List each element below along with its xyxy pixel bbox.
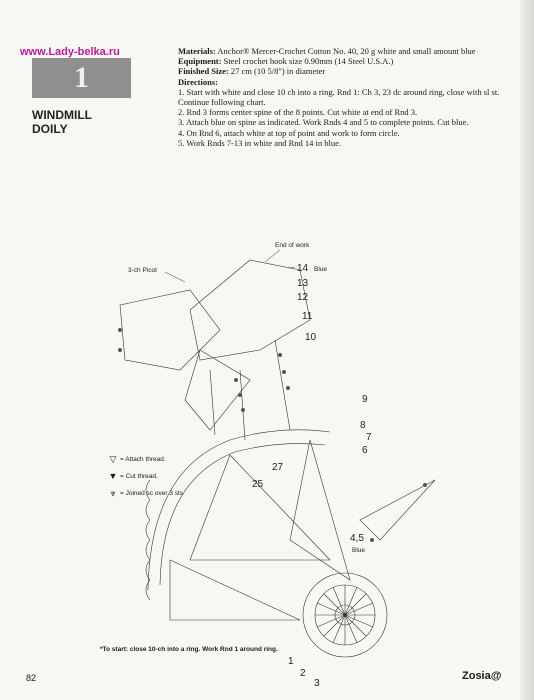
round-1-label: 1 (288, 656, 294, 667)
cut-thread-icon: ▼ (108, 471, 118, 481)
picot-label: 3-ch Picot (128, 267, 157, 274)
picot-dot (278, 353, 282, 357)
legend-joined-text: = Joined sc over 3 sts (120, 489, 184, 497)
round-8-label: 8 (360, 420, 366, 431)
picot-dot (286, 386, 290, 390)
legend-cut-text: = Cut thread. (120, 472, 158, 480)
pattern-title-line2: DOILY (32, 122, 68, 136)
blue-top-label: Blue (314, 266, 328, 273)
picot-dot (118, 328, 122, 332)
materials-text: Anchor® Mercer-Crochet Cotton No. 40, 20 g white and small amount blue (215, 46, 476, 56)
picot-dot (234, 378, 238, 382)
windmill-top-outline (190, 260, 310, 360)
round-2-label: 2 (300, 668, 306, 679)
finished-size-label: Finished Size: (178, 66, 229, 77)
directions-heading: Directions: (178, 76, 218, 87)
center-spokes (315, 585, 375, 645)
watermark-url: www.Lady-belka.ru (20, 46, 120, 58)
direction-step: 5. Work Rnds 7-13 in white and Rnd 14 in blue. (178, 137, 342, 148)
round-14-label: 14 (297, 263, 309, 274)
materials-label: Materials: (178, 46, 216, 56)
round-27-label: 27 (272, 462, 284, 473)
legend-attach-text: = Attach thread. (120, 455, 166, 463)
point-wedge (190, 455, 330, 560)
pattern-number: 1 (74, 61, 89, 94)
equipment-text: Steel crochet hook size 0.90mm (14 Steel U.S.A.) (221, 56, 394, 67)
chart-legend (106, 452, 183, 503)
picot-dot (238, 393, 242, 397)
direction-step: 4. On Rnd 6, attach white at top of point and work to form circle. (178, 127, 400, 138)
picot-dot (118, 348, 122, 352)
round-6-label: 6 (362, 445, 368, 456)
finished-size-text: 27 cm (10 5/8") in diameter (228, 66, 326, 77)
round-14-pointer (288, 267, 295, 268)
direction-step: 2. Rnd 3 forms center spine of the 8 points. Cut white at end of Rnd 3. (178, 107, 418, 118)
signature: Zosia@ (462, 670, 502, 682)
equipment-label: Equipment: (178, 56, 222, 67)
round-3-label: 3 (314, 678, 320, 689)
picot-dot (370, 538, 374, 542)
legend-attach (106, 452, 183, 466)
attach-thread-icon: ▽ (109, 453, 117, 464)
page-number: 82 (26, 673, 37, 683)
pattern-title-line1: WINDMILL (32, 108, 92, 122)
round-7-label: 7 (366, 432, 372, 443)
legend-cut (106, 469, 183, 483)
point-wedge (170, 560, 300, 620)
windmill-left-outline (120, 290, 220, 370)
joined-sc-icon: ⩔ (110, 487, 116, 498)
round-11-label: 11 (302, 311, 313, 322)
windmill-lower-outline (185, 350, 250, 430)
point-wedge (290, 440, 350, 580)
picot-dot (282, 370, 286, 374)
inner-arc-line (160, 444, 325, 585)
point-wedge (360, 480, 435, 540)
start-note: *To start: close 10-ch into a ring. Work Rnd 1 around ring. (100, 646, 278, 653)
round-10-label: 10 (305, 332, 317, 343)
picot-pointer (165, 272, 185, 282)
round-9-label: 9 (362, 394, 368, 405)
round-25-label: 25 (252, 479, 264, 490)
end-of-work-label: End of work (275, 242, 310, 249)
picot-dot (423, 483, 427, 487)
direction-step: 3. Attach blue on spine as indicated. Work Rnds 4 and 5 to complete points. Cut blue. (178, 117, 469, 128)
legend-joined (106, 486, 183, 500)
end-of-work-pointer (265, 250, 280, 262)
blue-mid-label: Blue (352, 547, 366, 554)
round-13-label: 13 (297, 278, 309, 289)
direction-step: 1. Start with white and close 10 ch into a ring. Rnd 1: Ch 3, 23 dc around ring, close with sl st. Continue following chart. (178, 86, 500, 108)
picot-dot (241, 408, 245, 412)
round-4-5-label: 4,5 (350, 533, 364, 544)
round-12-label: 12 (297, 292, 309, 303)
